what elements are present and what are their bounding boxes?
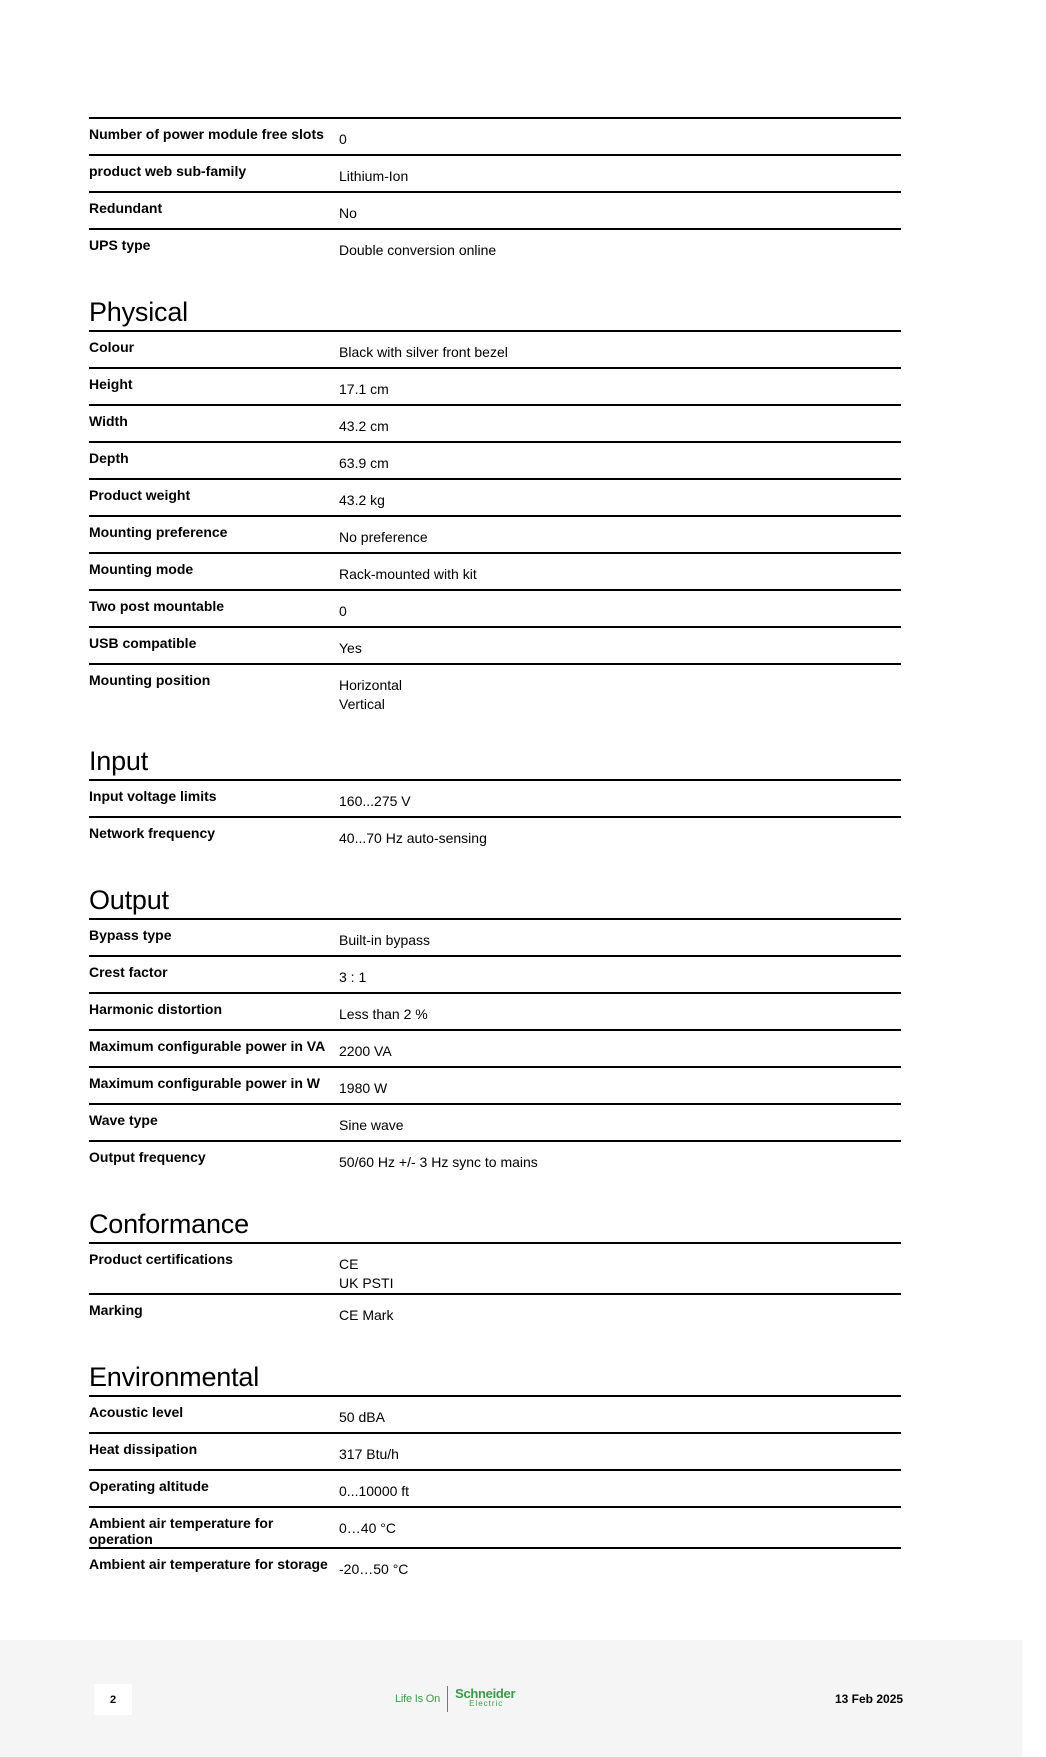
spec-value-line: 43.2 cm (339, 418, 389, 434)
spec-label: Input voltage limits (89, 788, 217, 804)
spec-value-line: 63.9 cm (339, 455, 389, 471)
spec-label: Width (89, 413, 128, 429)
spec-row (89, 1395, 901, 1432)
spec-label: Heat dissipation (89, 1441, 198, 1457)
spec-row (89, 1469, 901, 1506)
spec-row (89, 154, 901, 191)
spec-row (89, 626, 901, 663)
spec-label: Bypass type (89, 927, 172, 943)
spec-value-line: No preference (339, 529, 428, 545)
spec-value (339, 450, 389, 478)
spec-label: Number of power module free slots (89, 126, 324, 142)
spec-row (89, 1432, 901, 1469)
spec-value-line: Lithium-Ion (339, 168, 409, 184)
spec-label: USB compatible (89, 635, 197, 651)
spec-row (89, 589, 901, 626)
spec-label: Ambient air temperature for storage (89, 1556, 328, 1572)
spec-value (339, 126, 347, 154)
spec-label: Operating altitude (89, 1478, 209, 1494)
spec-label: Two post mountable (89, 598, 225, 614)
spec-value (339, 825, 487, 853)
section-title: Physical (89, 297, 188, 327)
spec-label: Product weight (89, 487, 191, 503)
spec-row (89, 367, 901, 404)
spec-value (339, 1251, 393, 1293)
spec-label: Maximum configurable power in W (89, 1075, 321, 1091)
spec-label: Harmonic distortion (89, 1001, 223, 1017)
spec-label: Mounting mode (89, 561, 194, 577)
spec-value-line: Horizontal (339, 677, 403, 693)
spec-row (89, 1066, 901, 1103)
section-title: Environmental (89, 1362, 259, 1392)
schneider-logo (395, 1684, 515, 1714)
spec-value (339, 1075, 387, 1103)
logo-divider (447, 1686, 448, 1712)
spec-row (89, 228, 901, 265)
spec-value-line: 317 Btu/h (339, 1446, 399, 1462)
spec-row (89, 117, 901, 154)
spec-value-line: Vertical (339, 696, 385, 712)
document-date: 13 Feb 2025 (835, 1692, 904, 1706)
spec-value-line: 40...70 Hz auto-sensing (339, 830, 487, 846)
spec-row (89, 1140, 901, 1177)
spec-label: product web sub-family (89, 163, 247, 179)
spec-value (339, 524, 428, 552)
spec-label: UPS type (89, 237, 151, 253)
spec-label: Maximum configurable power in VA (89, 1038, 326, 1054)
spec-value-line: 0…40 °C (339, 1520, 396, 1536)
spec-value-line: 0 (339, 603, 347, 619)
spec-row (89, 191, 901, 228)
spec-row (89, 1029, 901, 1066)
spec-value (339, 1038, 392, 1066)
spec-value (339, 1149, 538, 1177)
spec-value-line: 17.1 cm (339, 381, 389, 397)
spec-value (339, 1112, 404, 1140)
logo-brand (455, 1686, 516, 1709)
spec-value-line: No (339, 205, 357, 221)
spec-label: Marking (89, 1302, 143, 1318)
spec-value (339, 927, 430, 955)
spec-row (89, 478, 901, 515)
spec-value-line: Sine wave (339, 1117, 404, 1133)
spec-label: Ambient air temperature for operation (89, 1515, 274, 1547)
spec-value-line: 2200 VA (339, 1043, 392, 1059)
spec-row (89, 955, 901, 992)
spec-value (339, 376, 389, 404)
spec-row (89, 992, 901, 1029)
spec-value-line: 50 dBA (339, 1409, 385, 1425)
spec-label: Crest factor (89, 964, 168, 980)
spec-value (339, 487, 385, 515)
spec-row (89, 1242, 901, 1293)
spec-value (339, 672, 402, 714)
spec-value (339, 339, 508, 367)
spec-value-line: 50/60 Hz +/- 3 Hz sync to mains (339, 1154, 538, 1170)
spec-value-line: Double conversion online (339, 242, 497, 258)
page-number: 2 (94, 1684, 132, 1715)
spec-value-line: 0 (339, 131, 347, 147)
spec-label: Depth (89, 450, 129, 466)
spec-value (339, 1556, 408, 1584)
spec-value (339, 413, 389, 441)
spec-label: Redundant (89, 200, 163, 216)
spec-row (89, 404, 901, 441)
spec-row (89, 918, 901, 955)
spec-row (89, 779, 901, 816)
spec-row (89, 816, 901, 853)
spec-label: Mounting position (89, 672, 211, 688)
spec-content (89, 117, 901, 1584)
spec-row (89, 1293, 901, 1330)
spec-value (339, 598, 347, 626)
logo-tagline: Life Is On (395, 1693, 441, 1705)
spec-value (339, 1478, 409, 1506)
spec-row (89, 1103, 901, 1140)
spec-row (89, 515, 901, 552)
spec-value (339, 1515, 396, 1547)
spec-value (339, 200, 357, 228)
spec-row (89, 663, 901, 714)
spec-value-line: 160...275 V (339, 793, 411, 809)
spec-row (89, 1506, 901, 1547)
spec-label: Mounting preference (89, 524, 228, 540)
spec-value (339, 1404, 385, 1432)
spec-value-line: Built-in bypass (339, 932, 431, 948)
spec-value-line: 3 : 1 (339, 969, 367, 985)
spec-label: Acoustic level (89, 1404, 184, 1420)
spec-row (89, 552, 901, 589)
spec-value-line: 0...10000 ft (339, 1483, 410, 1499)
spec-label: Colour (89, 339, 135, 355)
spec-value (339, 964, 366, 992)
spec-label: Product certifications (89, 1251, 233, 1267)
logo-brand-name: Schneider (455, 1686, 516, 1701)
spec-value-line: -20…50 °C (339, 1561, 409, 1577)
page-footer (0, 1640, 1022, 1757)
spec-value-line: Yes (339, 640, 362, 656)
spec-value (339, 788, 411, 816)
spec-value (339, 1302, 393, 1330)
spec-value-line: 43.2 kg (339, 492, 385, 508)
spec-value (339, 237, 496, 265)
spec-value (339, 561, 477, 589)
section-title: Conformance (89, 1209, 249, 1239)
spec-label: Height (89, 376, 133, 392)
spec-value (339, 1441, 399, 1469)
spec-value (339, 163, 408, 191)
spec-value (339, 635, 362, 663)
spec-value-line: Black with silver front bezel (339, 344, 508, 360)
spec-label: Wave type (89, 1112, 158, 1128)
spec-value-line: 1980 W (339, 1080, 388, 1096)
spec-value-line: CE (339, 1256, 359, 1272)
section-title: Input (89, 746, 149, 776)
spec-row (89, 1547, 901, 1584)
spec-value-line: CE Mark (339, 1307, 394, 1323)
spec-label: Output frequency (89, 1149, 206, 1165)
section-title: Output (89, 885, 169, 915)
spec-value-line: Less than 2 % (339, 1006, 428, 1022)
spec-value-line: Rack-mounted with kit (339, 566, 477, 582)
spec-row (89, 330, 901, 367)
spec-label: Network frequency (89, 825, 216, 841)
logo-brand-sub: Electric (469, 1699, 504, 1708)
spec-value-line: UK PSTI (339, 1275, 394, 1291)
spec-row (89, 441, 901, 478)
spec-value (339, 1001, 428, 1029)
